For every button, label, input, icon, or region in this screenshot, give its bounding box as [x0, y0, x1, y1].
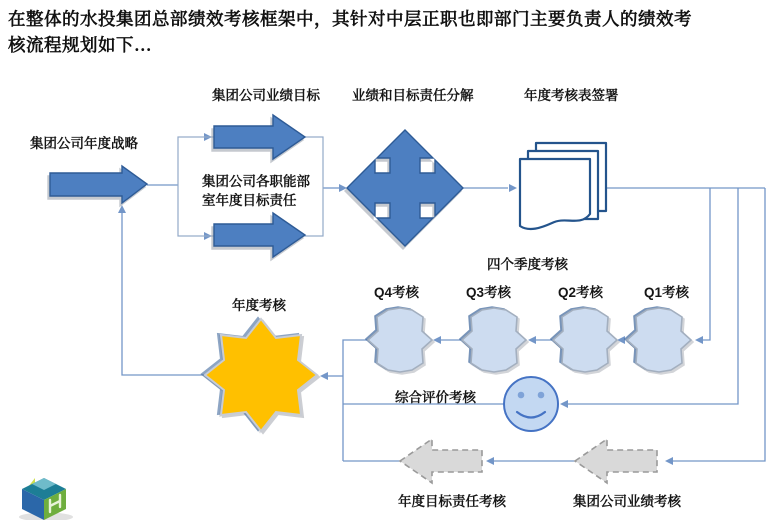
smiley-face-circle	[504, 377, 558, 431]
star-q1-assessment	[627, 308, 691, 372]
star-q3-assessment	[462, 308, 526, 372]
arrowhead-dashed-b-in	[665, 457, 673, 465]
company-logo	[19, 478, 73, 520]
arrowhead-smiley-in	[560, 400, 568, 408]
page-title-line2: 核流程规划如下…	[8, 35, 152, 55]
arrow-perf-goal-bottom	[214, 213, 305, 257]
quad-arrow-icon	[347, 130, 463, 246]
connector-annual-feedback	[122, 213, 206, 375]
documents-icon	[520, 143, 606, 229]
label-q2: Q2考核	[558, 285, 604, 300]
arrow-annual-strategy	[50, 166, 147, 203]
label-comprehensive: 综合评价考核	[395, 390, 476, 405]
label-functional-dept: 集团公司各职能部室年度目标责任	[202, 174, 310, 208]
arrowhead-q4-in	[433, 336, 441, 344]
smiley-eye-left	[518, 392, 525, 399]
arrowhead-docs-in	[509, 184, 517, 192]
label-four-quarter: 四个季度考核	[487, 257, 568, 272]
connector-to-dashed-b	[673, 188, 765, 461]
arrow-perf-goal-top	[214, 115, 305, 159]
dashed-arrow-annual-target	[400, 439, 482, 483]
arrowhead-strategy-up	[118, 205, 126, 213]
label-annual-target-resp: 年度目标责任考核	[398, 494, 506, 509]
smiley-icon	[504, 377, 558, 431]
label-annual-sheet-sign: 年度考核表签署	[524, 88, 619, 103]
star-q4-assessment	[368, 308, 432, 372]
label-annual-strategy: 集团公司年度战略	[30, 136, 138, 151]
arrowhead-annual-star-in	[320, 372, 328, 380]
star-annual-assessment	[205, 319, 317, 431]
label-decompose: 业绩和目标责任分解	[352, 88, 474, 103]
label-q1: Q1考核	[644, 285, 690, 300]
page-title-line1: 在整体的水投集团总部绩效考核框架中，其针对中层正职也即部门主要负责人的绩效考	[8, 9, 692, 29]
connector-q4-down	[343, 340, 368, 461]
label-group-perf-assess: 集团公司业绩考核	[573, 494, 681, 509]
dashed-arrow-group-perf	[575, 439, 657, 483]
label-group-perf-goal: 集团公司业绩目标	[212, 88, 320, 103]
connector-to-q1	[703, 188, 710, 340]
arrowhead-q2-in	[617, 336, 625, 344]
arrowhead-quad-in	[339, 184, 347, 192]
arrowhead-dashed-a-in	[486, 457, 494, 465]
arrowhead-q3-in	[528, 336, 536, 344]
label-q3: Q3考核	[466, 285, 512, 300]
star-q2-assessment	[553, 308, 617, 372]
label-q4: Q4考核	[374, 285, 420, 300]
smiley-eye-right	[538, 392, 545, 399]
arrowhead-q1-in	[695, 336, 703, 344]
label-annual-assessment: 年度考核	[232, 298, 286, 313]
document-page-front	[520, 159, 590, 229]
